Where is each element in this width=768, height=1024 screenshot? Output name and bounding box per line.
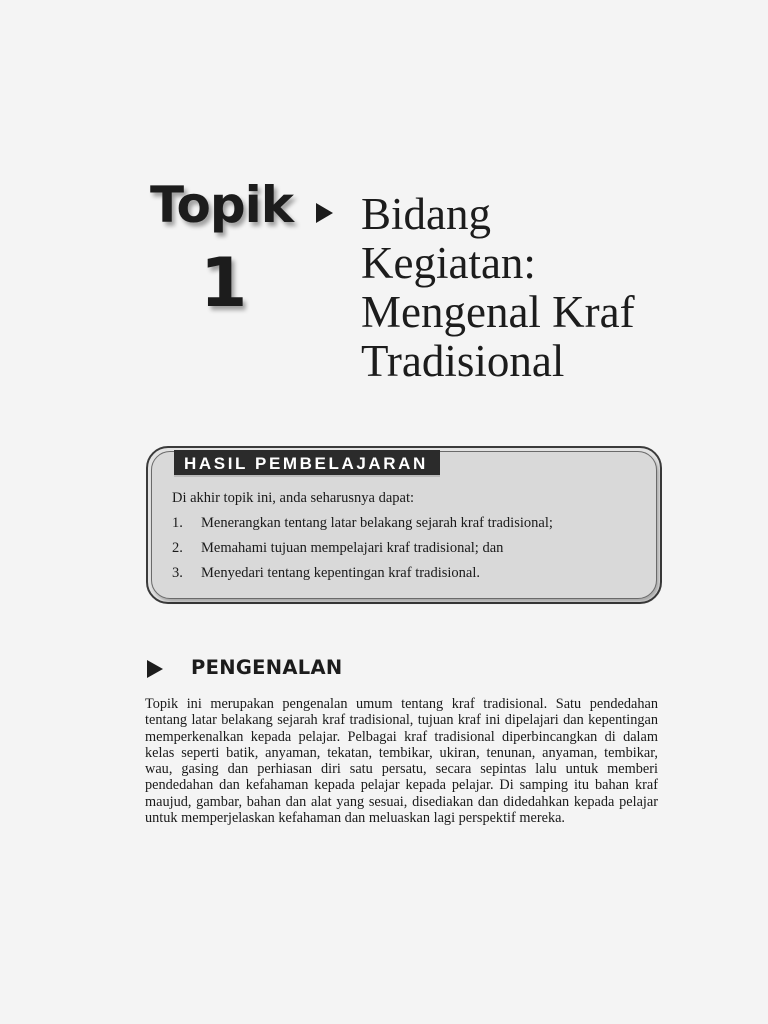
section-body: Topik ini merupakan pengenalan umum tentang kraf tradisional. Satu pendedahan tentang latar belakang sejarah kraf tradisional, tujuan kraf ini dipelajari dan kepentingan memperkenalkan kepada pelajar. Pelbagai kraf tradisional diperbincangkan di dalam kelas seperti batik, anyaman, tekatan, tembikar, ukiran, tenunan, anyaman, tembikar, wau, gasing dan perhiasan diri satu persatu, secara sepintas lalu untuk memberi pendedahan dan kefahaman kepada pelajar kepada pelajar. Di samping itu bahan kraf maujud, gambar, bahan dan alat yang sesuai, disediakan dan didedahkan kepada pelajar untuk memperjelaskan kefahaman dan meluaskan lagi perspektif mereka.: [145, 696, 658, 827]
section-heading: PENGENALAN: [191, 656, 343, 679]
learning-outcomes-intro: Di akhir topik ini, anda seharusnya dapat:: [172, 490, 415, 506]
title-line: Mengenal Kraf: [361, 287, 635, 337]
list-item-number: 1.: [172, 515, 183, 531]
title-line: Tradisional: [361, 336, 565, 386]
title-line: Bidang: [361, 189, 491, 239]
title-line: Kegiatan:: [361, 238, 536, 288]
page-title: [361, 190, 741, 386]
list-item-number: 2.: [172, 540, 183, 556]
topic-label: Topik: [150, 176, 293, 234]
list-item-number: 3.: [172, 565, 183, 581]
learning-outcomes-heading: HASIL PEMBELAJARAN: [174, 450, 440, 477]
topic-number: 1: [200, 244, 248, 323]
list-item-text: Menyedari tentang kepentingan kraf tradisional.: [201, 565, 481, 581]
list-item-text: Memahami tujuan mempelajari kraf tradisional; dan: [201, 540, 504, 556]
title-arrow-icon: [316, 203, 333, 223]
section-arrow-icon: [147, 660, 163, 678]
list-item-text: Menerangkan tentang latar belakang sejarah kraf tradisional;: [201, 515, 553, 531]
